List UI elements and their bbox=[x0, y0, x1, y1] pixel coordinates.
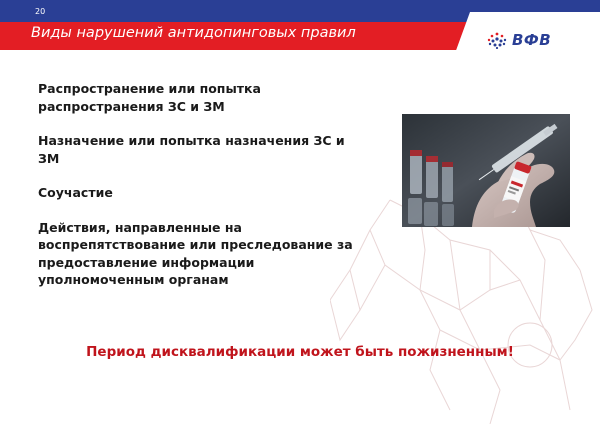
violation-item: Распространение или попытка распространения ЗС и ЗМ bbox=[38, 81, 261, 114]
vfv-logo bbox=[486, 31, 551, 49]
lifetime-disqualification-warning: Период дисквалификации может быть пожизненным! bbox=[86, 344, 514, 360]
slide-title: Виды нарушений антидопинговых правил bbox=[31, 25, 356, 41]
logo-text: ВФВ bbox=[512, 31, 552, 49]
syringe-vial-photo bbox=[402, 114, 570, 227]
slide-number: 20 bbox=[35, 7, 46, 16]
dotted-sphere-icon bbox=[486, 31, 508, 49]
violations-list bbox=[38, 80, 368, 306]
violation-item: Соучастие bbox=[38, 185, 113, 200]
violation-item: Назначение или попытка назначения ЗС и ЗМ bbox=[38, 133, 345, 166]
violation-item: Действия, направленные на воспрепятствование или преследование за предоставление информации уполномоченным органам bbox=[38, 219, 353, 287]
